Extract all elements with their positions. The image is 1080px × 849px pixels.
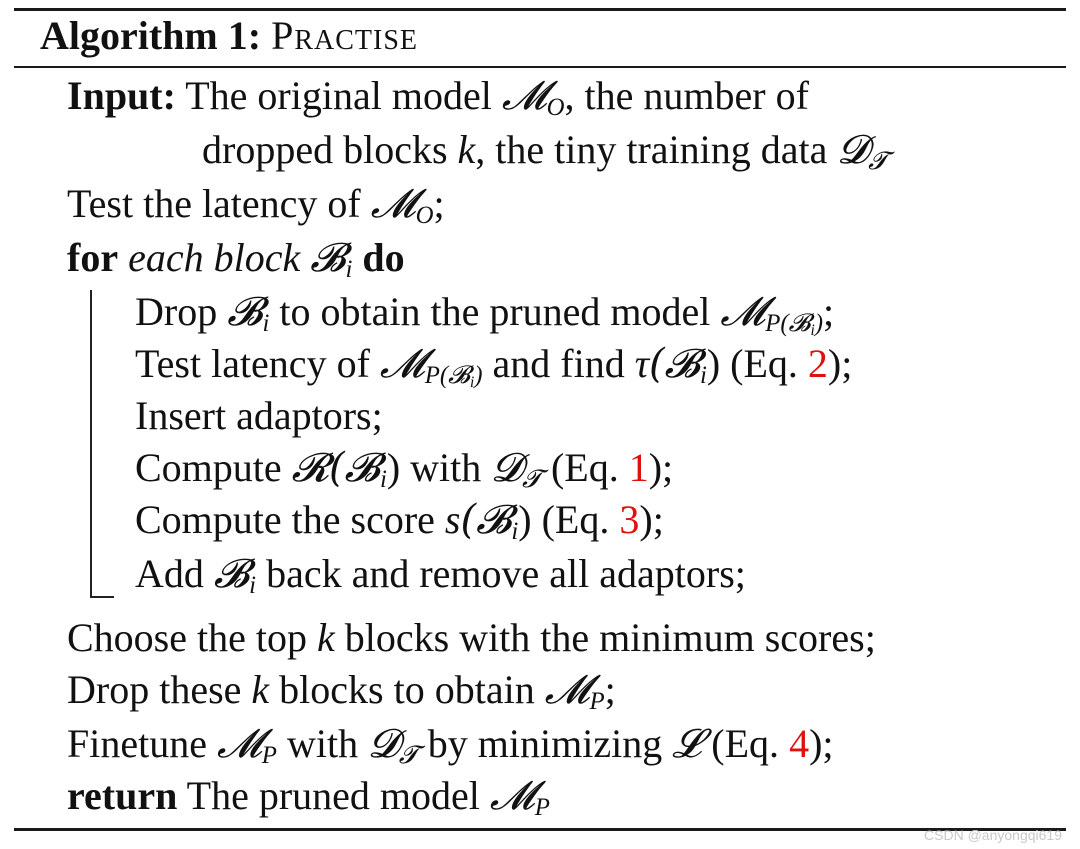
step-text: The pruned model: [177, 773, 490, 818]
for-keyword: for: [67, 235, 119, 280]
step-compute-score: [135, 496, 664, 544]
math-symbol: 𝓓: [837, 127, 869, 173]
step-text: (Eq.: [701, 721, 790, 766]
math-subscript: i: [249, 572, 257, 600]
step-text: );: [827, 341, 853, 386]
step-text: ): [706, 341, 721, 386]
equation-link[interactable]: 2: [807, 341, 828, 386]
math-subscript: P: [261, 742, 277, 770]
math-subscript: 𝓣: [868, 146, 888, 176]
math-subscript-part: i: [810, 322, 815, 340]
math-subscript: [424, 362, 483, 392]
step-drop-these: [67, 666, 616, 714]
step-compute-r: [135, 444, 673, 492]
math-symbol: s: [444, 497, 461, 542]
math-subscript: 𝓣: [521, 464, 541, 494]
step-test-latency: [67, 180, 445, 228]
step-text: Compute the score: [135, 497, 445, 542]
step-drop-block: [135, 288, 835, 340]
math-subscript: [765, 310, 824, 340]
math-subscript: i: [699, 362, 707, 390]
step-text: with: [276, 721, 369, 766]
step-text: blocks with the minimum scores;: [334, 615, 876, 660]
math-subscript-part: i: [469, 374, 475, 392]
step-return: [67, 772, 550, 820]
input-text: , the number of: [564, 73, 809, 118]
return-keyword: return: [67, 773, 178, 818]
math-subscript: 𝓣: [398, 740, 418, 770]
step-text: and find: [482, 341, 635, 386]
input-line-2: [202, 126, 887, 174]
equation-link[interactable]: 4: [789, 721, 810, 766]
math-symbol: 𝓜: [370, 181, 416, 227]
math-symbol: 𝓓: [368, 721, 399, 767]
step-text: (Eq.: [531, 497, 620, 542]
input-keyword: Input:: [67, 73, 176, 118]
math-subscript-part: P(𝓑: [765, 310, 811, 338]
step-text: (Eq.: [720, 341, 808, 386]
step-text: Add: [135, 551, 214, 596]
step-text: Finetune: [67, 721, 217, 766]
loop-bracket-vertical: [90, 290, 92, 598]
math-symbol: k: [316, 615, 335, 660]
math-symbol: 𝓓: [491, 445, 522, 491]
math-symbol: 𝓑: [227, 289, 263, 335]
equation-link[interactable]: 3: [619, 497, 640, 542]
watermark: CSDN @anyongqi619: [924, 827, 1062, 843]
math-symbol: 𝓜: [501, 73, 547, 119]
step-text: );: [648, 445, 674, 490]
step-text: with: [400, 445, 492, 490]
math-symbol: (𝓑: [329, 445, 380, 491]
step-insert-adaptors: [135, 392, 383, 440]
math-subscript-part: ): [474, 362, 483, 390]
math-subscript: i: [262, 310, 270, 338]
math-symbol: 𝓜: [216, 721, 262, 767]
algorithm-name: Practise: [271, 13, 418, 58]
step-finetune: [67, 720, 834, 768]
step-text: blocks to obtain: [269, 667, 545, 712]
math-subscript: P: [589, 688, 605, 716]
header-rule: [14, 66, 1066, 68]
input-text: The original model: [175, 73, 502, 118]
step-text: Drop: [135, 289, 228, 334]
step-text: ;: [433, 181, 445, 226]
step-text: ): [518, 497, 532, 542]
math-symbol: 𝓑: [213, 551, 250, 597]
math-symbol: 𝓑: [310, 235, 346, 281]
step-text: Insert adaptors;: [135, 393, 383, 438]
step-text: );: [809, 721, 834, 766]
step-test-pruned: [135, 340, 853, 392]
math-subscript: i: [345, 256, 353, 284]
step-text: );: [639, 497, 664, 542]
input-text: dropped blocks: [202, 127, 458, 172]
input-text: , the tiny training data: [475, 127, 838, 172]
math-symbol: 𝓜: [489, 773, 535, 819]
math-symbol: (𝓑: [460, 497, 512, 543]
math-symbol: 𝓛: [672, 721, 702, 767]
step-text: (Eq.: [540, 445, 629, 490]
step-text: Drop these: [67, 667, 252, 712]
step-text: ): [386, 445, 401, 490]
math-subscript: O: [415, 202, 434, 230]
step-text: Test the latency of: [67, 181, 371, 226]
top-rule: [14, 8, 1066, 11]
math-subscript-part: P(𝓑: [424, 362, 470, 390]
math-symbol: k: [457, 127, 476, 172]
step-choose-top-k: [67, 614, 876, 662]
equation-link[interactable]: 1: [628, 445, 649, 490]
step-text: Compute: [135, 445, 292, 490]
math-symbol: k: [251, 667, 270, 712]
math-symbol: 𝓡: [291, 445, 330, 491]
input-line-1: [67, 72, 809, 120]
step-text: to obtain the pruned model: [269, 289, 721, 334]
math-symbol: 𝓜: [379, 341, 425, 387]
loop-bracket-foot: [90, 596, 114, 598]
step-text: Test latency of: [135, 341, 380, 386]
math-subscript: P: [534, 794, 550, 822]
do-keyword: do: [352, 235, 405, 280]
step-text: back and remove all adaptors;: [256, 551, 746, 596]
algorithm-title: [40, 14, 418, 58]
step-text: Choose the top: [67, 615, 317, 660]
step-text: by minimizing: [417, 721, 673, 766]
step-text: ;: [604, 667, 616, 712]
math-subscript: i: [379, 466, 387, 494]
math-subscript: O: [546, 94, 565, 122]
step-text: ;: [823, 289, 835, 334]
math-symbol: τ: [634, 341, 650, 386]
math-symbol: 𝓜: [720, 289, 766, 335]
bottom-rule: [14, 828, 1066, 831]
step-text: each block: [118, 235, 311, 280]
step-add-back: [135, 550, 746, 598]
math-subscript: i: [511, 518, 519, 546]
math-symbol: 𝓜: [544, 667, 590, 713]
math-subscript-part: ): [814, 310, 824, 338]
math-symbol: (𝓑: [649, 341, 700, 387]
step-for-loop: [67, 234, 405, 282]
algorithm-label: Algorithm 1:: [40, 13, 262, 58]
